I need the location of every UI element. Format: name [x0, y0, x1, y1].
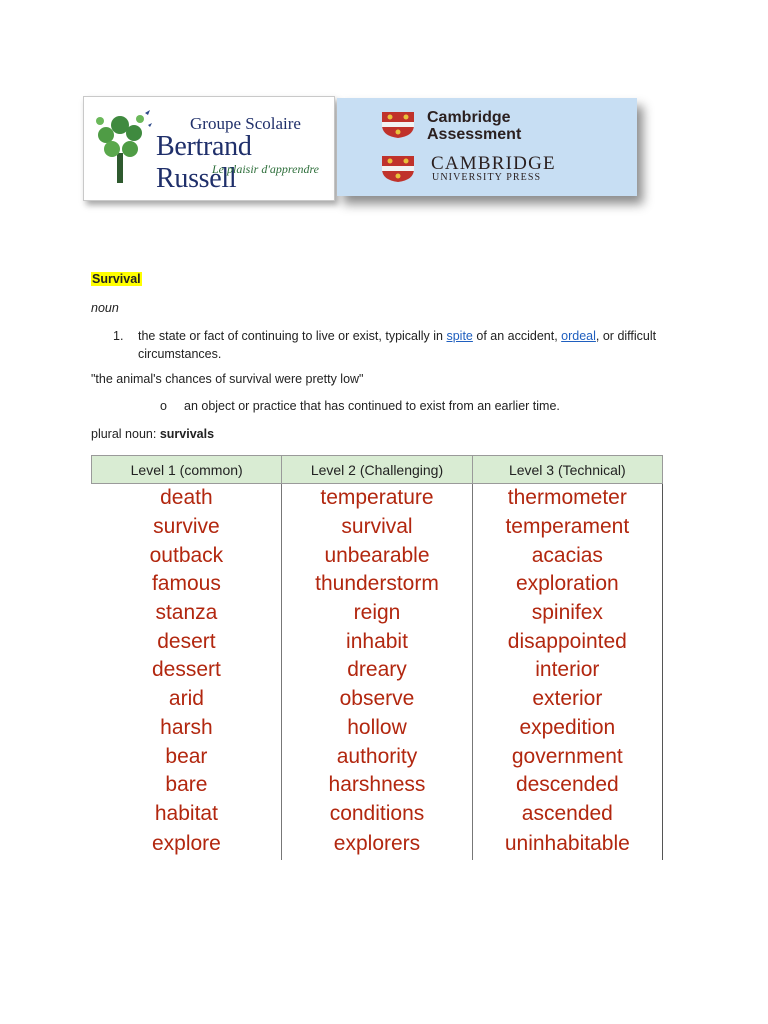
table-row — [92, 599, 663, 628]
word-cell: harsh — [92, 714, 282, 743]
word-cell: exploration — [472, 570, 662, 599]
cambridge-crest-icon — [381, 111, 415, 139]
word-cell: inhabit — [282, 627, 472, 656]
word-cell: temperature — [282, 484, 472, 513]
word-cell: acacias — [472, 541, 662, 570]
plural-value: survivals — [159, 427, 215, 441]
word-cell: conditions — [282, 800, 472, 829]
example-sentence: "the animal's chances of survival were pretty low" — [91, 372, 364, 386]
word-cell: thermometer — [472, 484, 662, 513]
word-cell: famous — [92, 570, 282, 599]
word-cell: spinifex — [472, 599, 662, 628]
part-of-speech: noun — [91, 301, 119, 315]
table-row — [92, 656, 663, 685]
word-cell: unbearable — [282, 541, 472, 570]
plural-label: plural noun: — [91, 427, 160, 441]
definition-before: the state or fact of continuing to live or exist, typically in — [138, 329, 447, 343]
word-cell: descended — [472, 771, 662, 800]
cambridge-assessment-line1: Cambridge — [427, 109, 511, 126]
definition-mid: of an accident, — [472, 329, 562, 343]
school-logo — [83, 96, 335, 201]
word-cell: thunderstorm — [282, 570, 472, 599]
word-cell: authority — [282, 742, 472, 771]
table-row — [92, 484, 663, 513]
word-cell: uninhabitable — [472, 828, 662, 860]
cambridge-press-line1: CAMBRIDGE — [431, 153, 556, 174]
word-cell: harshness — [282, 771, 472, 800]
word-cell: habitat — [92, 800, 282, 829]
definition-item — [113, 327, 673, 363]
word-cell: explore — [92, 828, 282, 860]
definition-text — [138, 327, 673, 363]
word-cell: explorers — [282, 828, 472, 860]
cambridge-assessment-line2: Assessment — [427, 126, 522, 143]
school-name: Bertrand Russell — [156, 131, 252, 194]
cambridge-press-crest-icon — [381, 155, 415, 183]
school-tagline: Le plaisir d'apprendre — [212, 162, 320, 176]
cambridge-assessment-label — [427, 109, 521, 143]
table-row — [92, 570, 663, 599]
word-cell: outback — [92, 541, 282, 570]
table-row — [92, 714, 663, 743]
ordeal-link[interactable]: ordeal — [561, 329, 596, 343]
column-header: Level 2 (Challenging) — [282, 456, 472, 484]
word-cell: exterior — [472, 685, 662, 714]
word-cell: observe — [282, 685, 472, 714]
table-row — [92, 513, 663, 542]
sub-definition-text: an object or practice that has continued to exist from an earlier time. — [184, 399, 560, 413]
word-cell: bear — [92, 742, 282, 771]
word-cell: expedition — [472, 714, 662, 743]
definition-after: , or difficult circumstances. — [138, 329, 657, 361]
word-cell: dreary — [282, 656, 472, 685]
headword: Survival — [92, 272, 141, 286]
plural-line — [91, 427, 214, 441]
cambridge-logo-panel — [337, 98, 637, 196]
column-header: Level 3 (Technical) — [472, 456, 662, 484]
table-header-row — [92, 456, 663, 484]
word-cell: interior — [472, 656, 662, 685]
table-row — [92, 685, 663, 714]
word-cell: arid — [92, 685, 282, 714]
word-cell: reign — [282, 599, 472, 628]
table-row — [92, 541, 663, 570]
definition-number: 1. — [113, 329, 124, 343]
word-cell: bare — [92, 771, 282, 800]
word-cell: government — [472, 742, 662, 771]
table-row — [92, 771, 663, 800]
vocabulary-table — [91, 455, 663, 860]
sub-definition-item — [160, 399, 560, 413]
spite-link[interactable]: spite — [446, 329, 473, 343]
sub-bullet: o — [160, 399, 167, 413]
school-group-label: Groupe Scolaire — [190, 114, 301, 133]
word-cell: death — [92, 484, 282, 513]
word-cell: temperament — [472, 513, 662, 542]
tree-icon — [90, 105, 152, 185]
column-header: Level 1 (common) — [92, 456, 282, 484]
cambridge-press-line2: UNIVERSITY PRESS — [432, 172, 542, 183]
word-cell: survival — [282, 513, 472, 542]
word-cell: hollow — [282, 714, 472, 743]
word-cell: dessert — [92, 656, 282, 685]
word-cell: desert — [92, 627, 282, 656]
table-row — [92, 828, 663, 860]
word-cell: ascended — [472, 800, 662, 829]
word-cell: disappointed — [472, 627, 662, 656]
table-row — [92, 627, 663, 656]
table-row — [92, 800, 663, 829]
word-cell: survive — [92, 513, 282, 542]
table-row — [92, 742, 663, 771]
word-cell: stanza — [92, 599, 282, 628]
